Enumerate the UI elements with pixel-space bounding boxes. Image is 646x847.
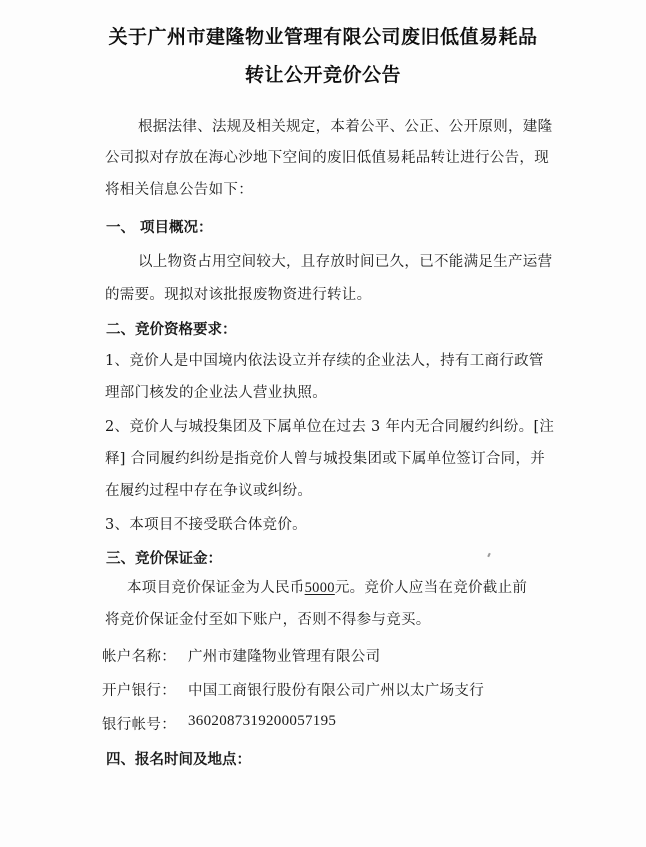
qualification-item-3: 3、本项目不接受联合体竞价。 bbox=[105, 517, 307, 533]
section-1-line-1: 以上物资占用空间较大，且存放时间已久，已不能满足生产运营 bbox=[138, 254, 553, 270]
qualification-item-1-line-2: 理部门核发的企业法人营业执照。 bbox=[105, 385, 327, 401]
account-number-value: 3602087319200057195 bbox=[188, 713, 337, 729]
deposit-amount: 5000 bbox=[304, 580, 335, 596]
bank-value: 中国工商银行股份有限公司广州以太广场支行 bbox=[188, 683, 484, 699]
deposit-line-1-post: 元。竞价人应当在竞价截止前 bbox=[334, 580, 528, 596]
section-3-heading: 三、竞价保证金： bbox=[106, 551, 222, 567]
section-4-heading: 四、报名时间及地点： bbox=[106, 752, 251, 768]
section-1-line-2: 的需要。现拟对该批报废物资进行转让。 bbox=[105, 287, 372, 303]
qualification-item-1-line-1: 1、竞价人是中国境内依法设立并存续的企业法人，持有工商行政管 bbox=[105, 353, 544, 369]
deposit-line-1-pre: 本项目竞价保证金为人民币 bbox=[127, 580, 305, 596]
qualification-item-2-line-1: 2、竞价人与城投集团及下属单位在过去 3 年内无合同履约纠纷。[注 bbox=[105, 419, 555, 435]
account-name-value: 广州市建隆物业管理有限公司 bbox=[188, 649, 381, 665]
deposit-line-1 bbox=[127, 576, 527, 597]
qualification-item-2-line-3: 在履约过程中存在争议或纠纷。 bbox=[105, 483, 313, 499]
section-1-heading: 一、 项目概况： bbox=[106, 220, 213, 236]
account-number-label: 银行帐号： bbox=[102, 717, 176, 733]
document-title-line-1: 关于广州市建隆物业管理有限公司废旧低值易耗品 bbox=[108, 26, 538, 48]
bank-label: 开户银行： bbox=[102, 683, 176, 699]
deposit-line-2: 将竞价保证金付至如下账户，否则不得参与竞买。 bbox=[105, 612, 431, 628]
section-2-heading: 二、竞价资格要求： bbox=[106, 322, 237, 338]
intro-line-2: 公司拟对存放在海心沙地下空间的废旧低值易耗品转让进行公告，现 bbox=[105, 150, 549, 166]
scan-speck bbox=[487, 553, 491, 557]
intro-line-3: 将相关信息公告如下： bbox=[105, 182, 253, 198]
document-title-line-2: 转让公开竞价公告 bbox=[244, 64, 401, 86]
qualification-item-2-line-2: 释] 合同履约纠纷是指竞价人曾与城投集团或下属单位签订合同，并 bbox=[105, 451, 546, 467]
account-name-label: 帐户名称： bbox=[102, 649, 176, 665]
intro-line-1: 根据法律、法规及相关规定，本着公平、公正、公开原则，建隆 bbox=[138, 119, 553, 135]
